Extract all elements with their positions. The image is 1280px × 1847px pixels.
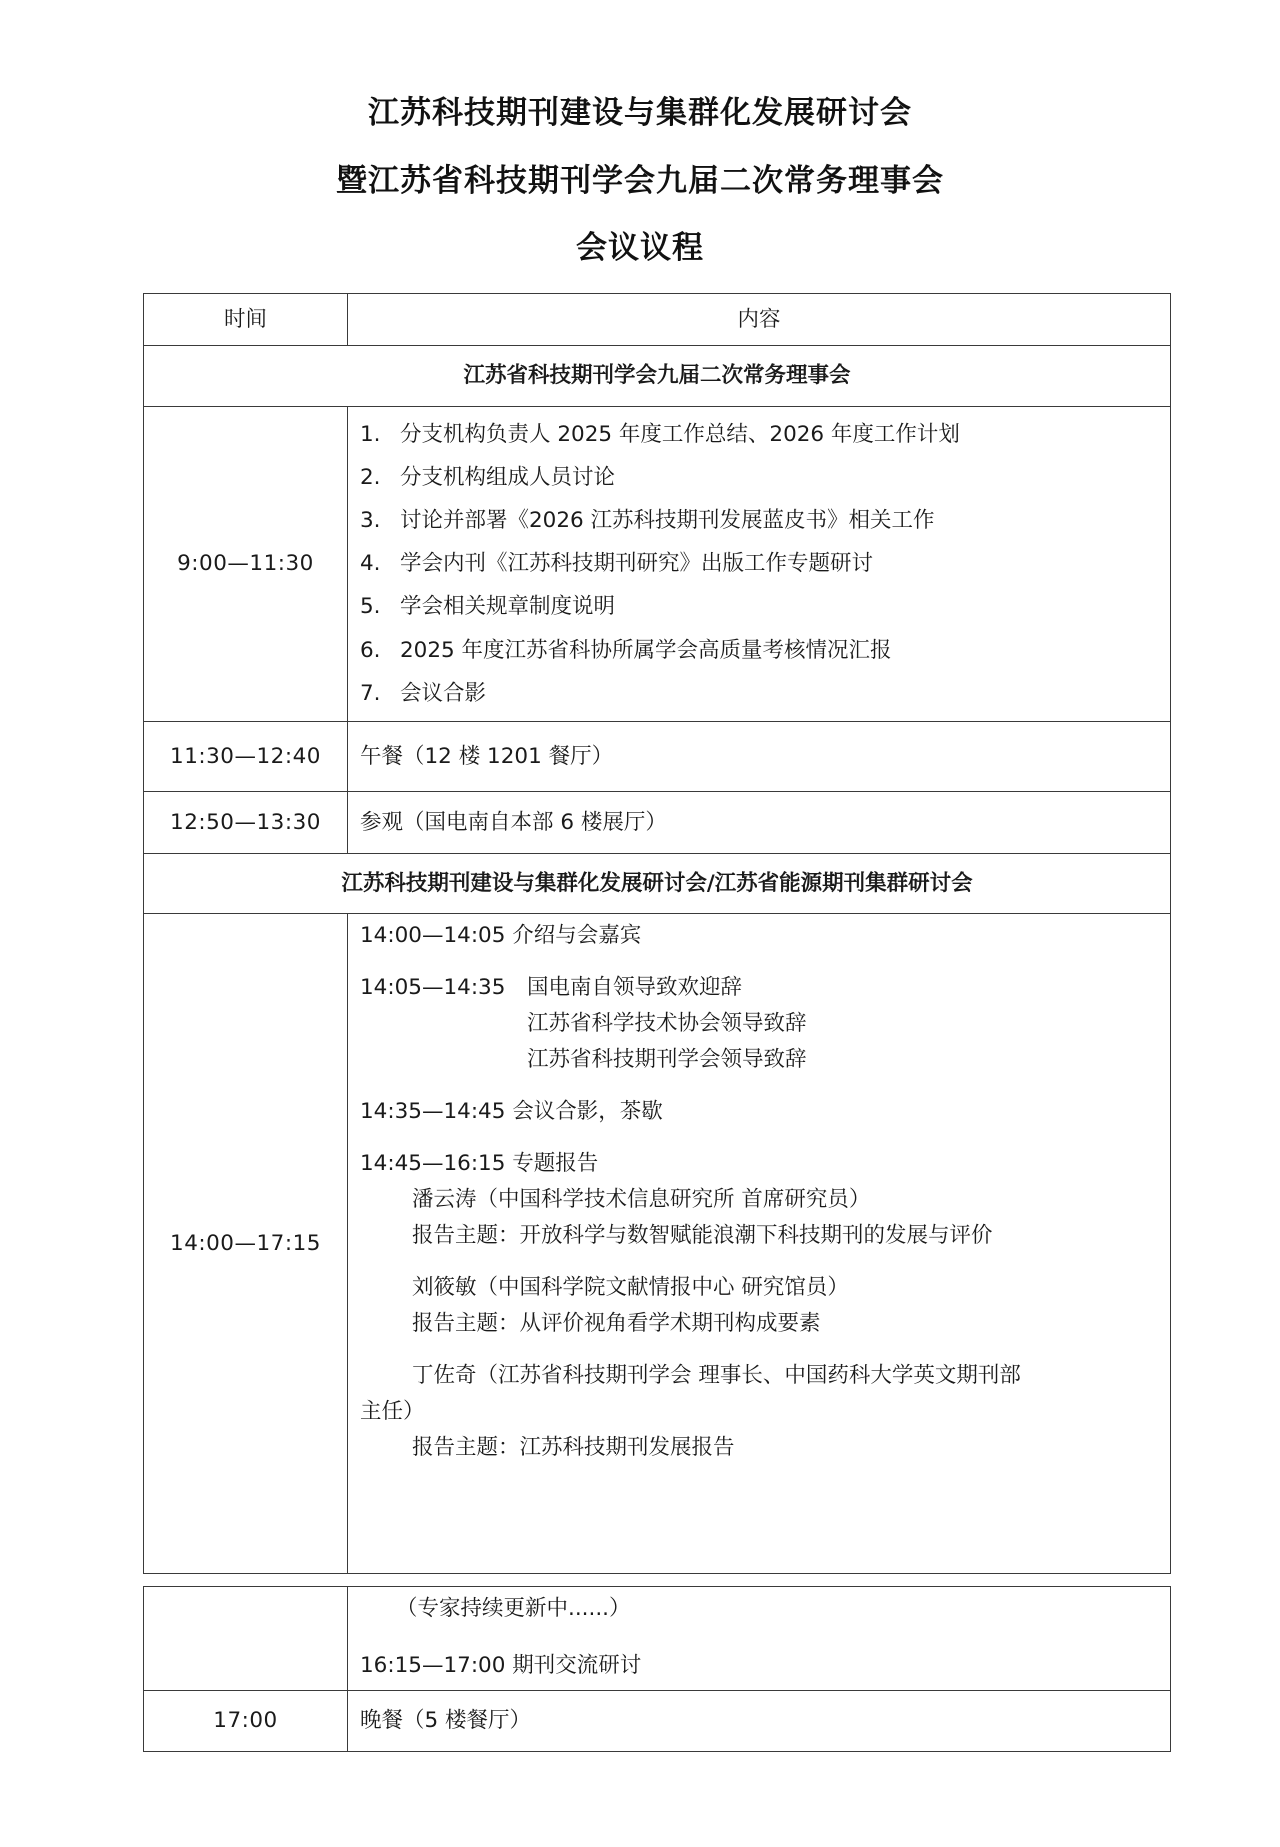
speech-item: 国电南自领导致欢迎辞 [527,975,743,1001]
exchange-line: 16:15—17:00 期刊交流研讨 [360,1653,642,1678]
header-time: 时间 [144,294,348,346]
agenda-items-cell [348,407,1171,722]
report-speaker: 潘云涛（中国科学技术信息研究所 首席研究员） [412,1187,871,1213]
time-cell: 14:00—17:15 [144,914,348,1574]
item-number: 1. [360,421,381,447]
list-item [360,413,1170,456]
list-item [360,543,1170,586]
item-text: 讨论并部署《2026 江苏科技期刊发展蓝皮书》相关工作 [400,507,935,533]
document-title-line-1: 江苏科技期刊建设与集群化发展研讨会 [368,95,912,131]
item-text: 学会相关规章制度说明 [400,594,616,620]
speeches-time: 14:05—14:35 [360,975,506,1001]
document-title-line-3: 会议议程 [576,230,704,266]
update-note: （专家持续更新中......） [396,1596,631,1621]
table-row [144,914,1171,1574]
item-number: 7. [360,680,381,706]
item-number: 5. [360,594,381,620]
item-number: 4. [360,551,381,577]
intro-line: 14:00—14:05 介绍与会嘉宾 [360,923,642,949]
speeches-line [360,970,1162,1006]
list-item [360,456,1170,499]
time-cell: 12:50—13:30 [144,792,348,854]
item-text: 分支机构负责人 2025 年度工作总结、2026 年度工作计划 [400,421,960,447]
table-row [144,722,1171,792]
item-number: 2. [360,464,381,490]
afternoon-program-cell [348,914,1171,1574]
time-cell: 9:00—11:30 [144,407,348,722]
list-item [360,586,1170,629]
table-row [144,407,1171,722]
speech-item: 江苏省科学技术协会领导致辞 [527,1011,807,1037]
report-speaker-continued: 主任） [360,1399,425,1425]
section-row [144,346,1171,407]
content-cell: 参观（国电南自本部 6 楼展厅） [348,792,1171,854]
report-speaker: 丁佐奇（江苏省科技期刊学会 理事长、中国药科大学英文期刊部 [412,1363,1021,1389]
item-text: 会议合影 [400,680,487,706]
section-title-council: 江苏省科技期刊学会九届二次常务理事会 [144,346,1171,407]
section-row [144,854,1171,914]
table-header-row [144,294,1171,346]
agenda-table-continued [143,1586,1171,1752]
document-title-line-2: 暨江苏省科技期刊学会九届二次常务理事会 [336,163,944,199]
item-text: 分支机构组成人员讨论 [400,464,616,490]
table-row [144,792,1171,854]
item-number: 3. [360,507,381,533]
list-item [360,672,1170,715]
speech-item: 江苏省科技期刊学会领导致辞 [527,1047,807,1073]
list-item [360,629,1170,672]
report-topic: 报告主题：江苏科技期刊发展报告 [412,1435,735,1461]
photo-break-line: 14:35—14:45 会议合影，茶歇 [360,1099,663,1125]
report-topic: 报告主题：从评价视角看学术期刊构成要素 [412,1311,821,1337]
content-cell: 午餐（12 楼 1201 餐厅） [348,722,1171,792]
time-cell: 11:30—12:40 [144,722,348,792]
time-cell [144,1587,348,1691]
table-row [144,1691,1171,1752]
reports-header: 14:45—16:15 专题报告 [360,1151,599,1177]
report-topic: 报告主题：开放科学与数智赋能浪潮下科技期刊的发展与评价 [412,1223,993,1249]
agenda-table [143,293,1171,1574]
section-title-symposium: 江苏科技期刊建设与集群化发展研讨会/江苏省能源期刊集群研讨会 [144,854,1171,914]
report-speaker: 刘筱敏（中国科学院文献情报中心 研究馆员） [412,1275,849,1301]
content-cell [348,1587,1171,1691]
time-cell: 17:00 [144,1691,348,1752]
table-row [144,1587,1171,1691]
item-text: 学会内刊《江苏科技期刊研究》出版工作专题研讨 [400,551,874,577]
header-content: 内容 [348,294,1171,346]
list-item [360,499,1170,542]
content-cell: 晚餐（5 楼餐厅） [348,1691,1171,1752]
item-number: 6. [360,637,381,663]
item-text: 2025 年度江苏省科协所属学会高质量考核情况汇报 [400,637,892,663]
